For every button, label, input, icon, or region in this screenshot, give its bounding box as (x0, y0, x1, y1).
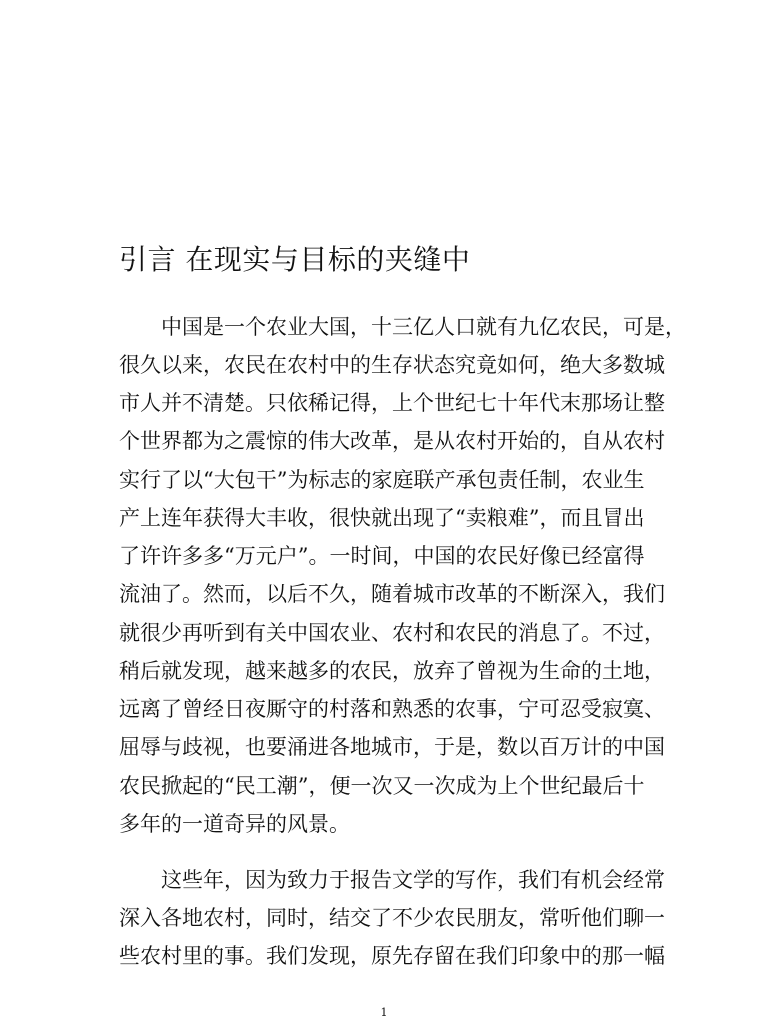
body-line: 了许许多多“万元户”。一时间，中国的农民好像已经富得 (119, 544, 645, 568)
body-line: 流油了。然而，以后不久，随着城市改革的不断深入，我们 (119, 582, 665, 606)
body-line: 多年的一道奇异的风景。 (119, 812, 350, 836)
body-line: 产上连年获得大丰收，很快就出现了“卖粮难”，而且冒出 (119, 506, 645, 530)
body-line: 稍后就发现，越来越多的农民，放弃了曾视为生命的土地， (119, 659, 665, 683)
body-line: 中国是一个农业大国，十三亿人口就有九亿农民，可是， (119, 315, 686, 339)
body-line: 农民掀起的“民工潮”，便一次又一次成为上个世纪最后十 (119, 774, 645, 798)
body-line: 实行了以“大包干”为标志的家庭联产承包责任制，农业生 (119, 468, 645, 492)
body-line: 屈辱与歧视，也要涌进各地城市，于是，数以百万计的中国 (119, 735, 665, 759)
body-line: 这些年，因为致力于报告文学的写作，我们有机会经常 (119, 868, 665, 892)
body-line: 个世界都为之震惊的伟大改革，是从农村开始的，自从农村 (119, 429, 665, 453)
body-line: 远离了曾经日夜厮守的村落和熟悉的农事，宁可忍受寂寞、 (119, 697, 665, 721)
body-line: 些农村里的事。我们发现，原先存留在我们印象中的那一幅 (119, 944, 665, 968)
body-line: 就很少再听到有关中国农业、农村和农民的消息了。不过， (119, 621, 665, 645)
body-line: 很久以来，农民在农村中的生存状态究竟如何，绝大多数城 (119, 353, 665, 377)
body-line: 深入各地农村，同时，结交了不少农民朋友，常听他们聊一 (119, 906, 665, 930)
page-number: 1 (380, 1006, 388, 1019)
chapter-title: 引言 在现实与目标的夹缝中 (119, 243, 471, 276)
body-line: 市人并不清楚。只依稀记得，上个世纪七十年代末那场让整 (119, 391, 665, 415)
